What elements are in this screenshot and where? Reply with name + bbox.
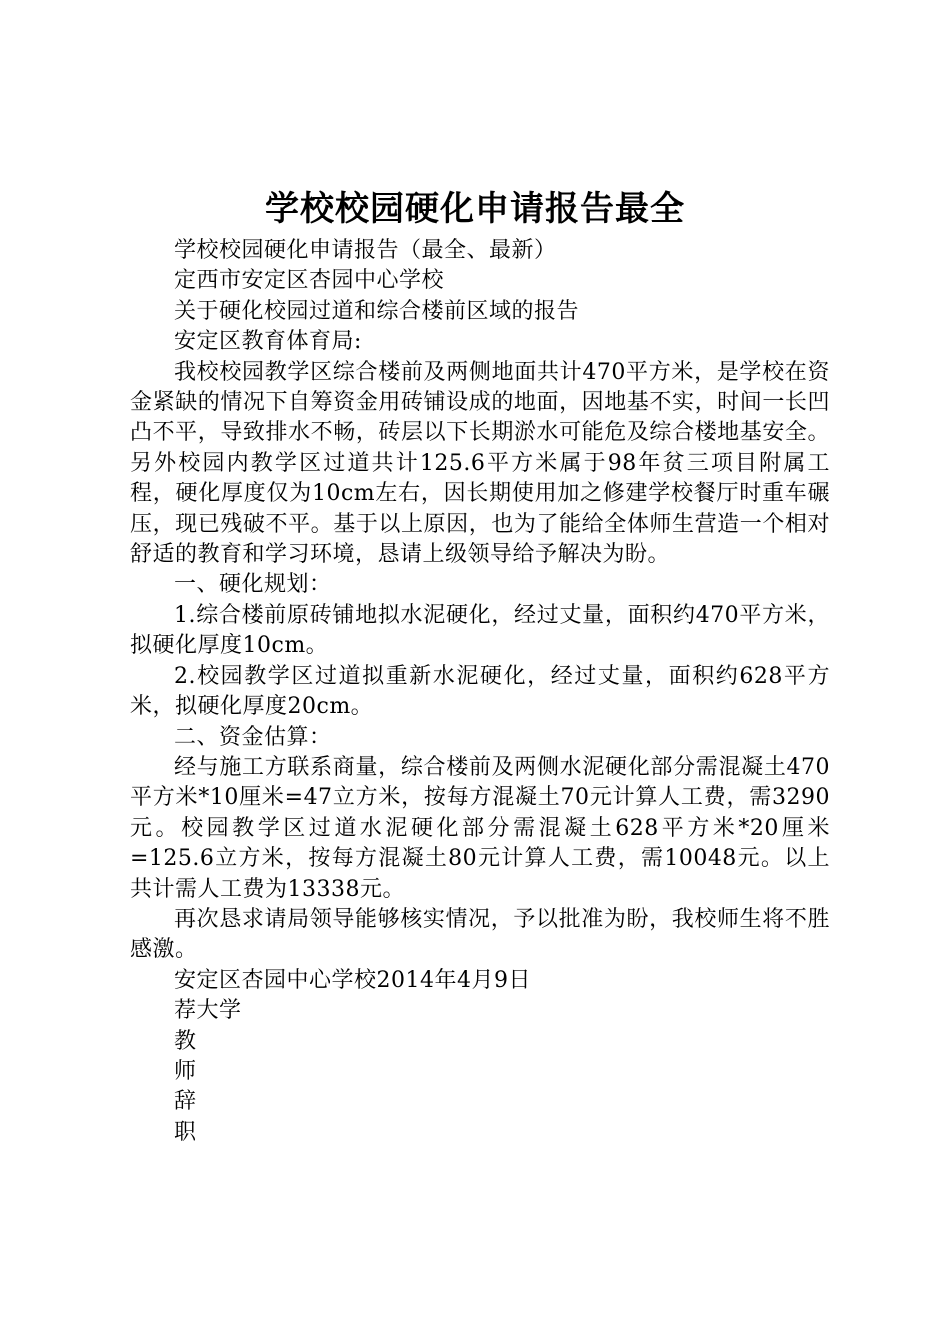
paragraph-signature-date: 安定区杏园中心学校2014年4月9日 xyxy=(174,967,531,993)
paragraph-footer-5: 职 xyxy=(174,1119,197,1145)
paragraph-footer-4: 辞 xyxy=(174,1089,197,1115)
paragraph-subtitle: 学校校园硬化申请报告（最全、最新） xyxy=(174,238,557,263)
paragraph-budget: 经与施工方联系商量，综合楼前及两侧水泥硬化部分需混凝土470平方米*10厘米=47立方米，按每方混凝土70元计算人工费，需3290元。校园教学区过道水泥硬化部分需混凝土628平方米*20厘米=125.6立方米，按每方混凝土80元计算人工费，需10048元。以上共计需人工费为13338元。 xyxy=(130,754,830,902)
document-body xyxy=(130,236,830,1148)
paragraph-footer-1: 荐大学 xyxy=(174,998,242,1024)
paragraph-request: 再次恳求请局领导能够核实情况，予以批准为盼，我校师生将不胜感激。 xyxy=(130,906,830,963)
document-title: 学校校园硬化申请报告最全 xyxy=(265,189,685,229)
paragraph-school-name: 定西市安定区杏园中心学校 xyxy=(174,268,445,294)
section-heading-plan: 一、硬化规划： xyxy=(174,572,332,598)
paragraph-background: 我校校园教学区综合楼前及两侧地面共计470平方米，是学校在资金紧缺的情况下自筹资金用砖铺设成的地面，因地基不实，时间一长凹凸不平，导致排水不畅，砖层以下长期淤水可能危及综合楼地基安全。另外校园内教学区过道共计125.6平方米属于98年贫三项目附属工程，硬化厚度仅为10cm左右，因长期使用加之修建学校餐厅时重车碾压，现已残破不平。基于以上原因，也为了能给全体师生营造一个相对舒适的教育和学习环境，恳请上级领导给予解决为盼。 xyxy=(130,359,830,568)
paragraph-report-subject: 关于硬化校园过道和综合楼前区域的报告 xyxy=(174,298,580,324)
paragraph-footer-3: 师 xyxy=(174,1058,197,1084)
paragraph-footer-2: 教 xyxy=(174,1028,197,1054)
paragraph-plan-item-2: 2.校园教学区过道拟重新水泥硬化，经过丈量，面积约628平方米，拟硬化厚度20cm。 xyxy=(130,663,830,720)
paragraph-addressee: 安定区教育体育局: xyxy=(174,329,362,355)
paragraph-plan-item-1: 1.综合楼前原砖铺地拟水泥硬化，经过丈量，面积约470平方米，拟硬化厚度10cm。 xyxy=(130,602,830,659)
section-heading-budget: 二、资金估算： xyxy=(174,724,332,750)
